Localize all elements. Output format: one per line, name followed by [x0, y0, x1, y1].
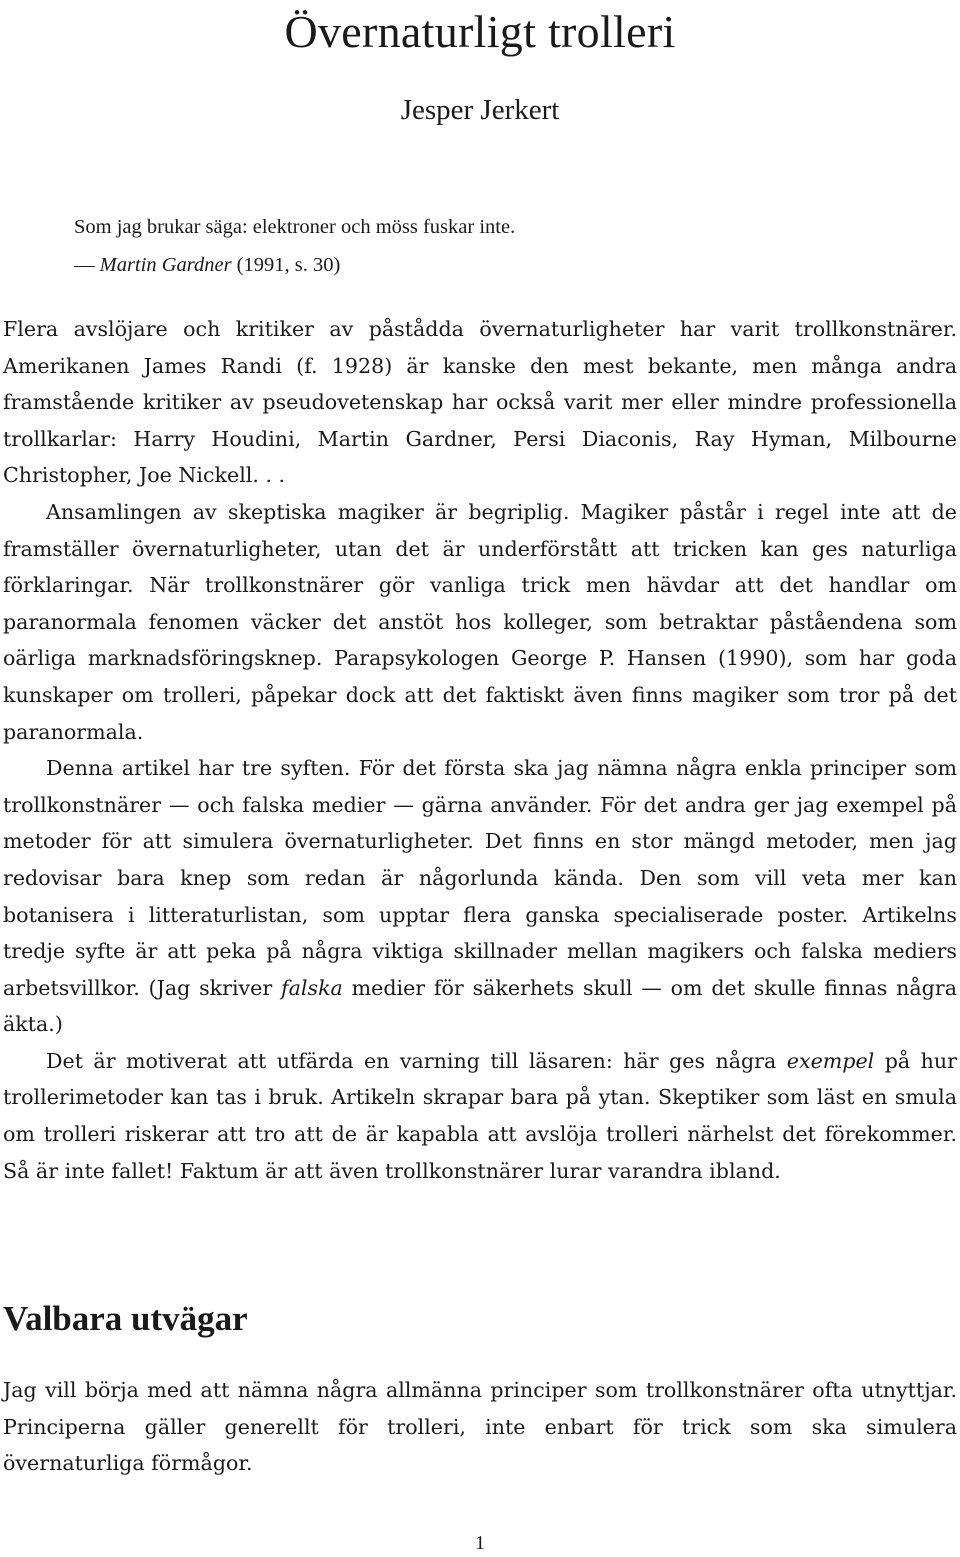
paragraph-4-before: Det är motiverat att utfärda en varning till läsaren: här ges några — [46, 1048, 787, 1073]
paragraph-4 — [3, 1043, 957, 1189]
paragraph-4-emphasis: exempel — [786, 1048, 875, 1073]
paragraph-2: Ansamlingen av skeptiska magiker är begriplig. Magiker påstår i regel inte att de framställer övernaturligheter, utan det är underförstått att tricken kan ges naturliga förklaringar. När trollkonstnärer gör vanliga trick men hävdar att det handlar om paranormala fenomen väcker det anstöt hos kolleger, som betraktar påståendena som oärliga marknadsföringsknep. Parapsykologen George P. Hansen (1990), som har goda kunskaper om trolleri, påpekar dock att det faktiskt även finns magiker som tror på det paranormala. — [3, 499, 957, 744]
paragraph-3-main: Denna artikel har tre syften. För det första ska jag nämna några enkla principer som trollkonstnärer — och falska medier — gärna använder. För det andra ger jag exempel på metoder för att simulera övernaturligheter. Det finns en stor mängd metoder, men jag redovisar bara knep som redan är någorlunda kända. Den som vill veta mer kan botanisera i litteraturlistan, som upptar flera ganska specialiserade poster. Artikelns tredje syfte är att peka på några viktiga skillnader mellan magikers och falska mediers arbetsvillkor. — [3, 756, 957, 1000]
author-name: Jesper Jerkert — [400, 94, 560, 126]
paragraph-1: Flera avslöjare och kritiker av påstådda övernaturligheter har varit trollkonstnärer. Amerikanen James Randi (f. 1928) är kanske den mest bekante, men många andra framstående kritiker av pseudovetenskap har också varit mer eller mindre professionella trollkarlar: Harry Houdini, Martin Gardner, Persi Diaconis, Ray Hyman, Milbourne Christopher, Joe Nickell. . . — [3, 317, 957, 488]
epigraph-dash: — — [74, 254, 100, 276]
document-title: Övernaturligt trolleri — [284, 6, 676, 57]
section-heading: Valbara utvägar — [3, 1299, 248, 1338]
paragraph-3-tail-before: (Jag skriver — [139, 975, 282, 1000]
epigraph-quote: Som jag brukar säga: elektroner och möss fuskar inte. — [74, 216, 516, 238]
section-paragraph: Jag vill börja med att nämna några allmänna principer som trollkonstnärer ofta utnyttjar. Principerna gäller generellt för trolleri, inte enbart för trick som ska simulera övernaturliga förmågor. — [3, 1378, 957, 1476]
page-number: 1 — [475, 1532, 485, 1554]
epigraph-author: Martin Gardner — [99, 254, 232, 276]
paragraph-4-after: på hur trollerimetoder kan tas i bruk. Artikeln skrapar bara på ytan. Skeptiker som läst en smula om trolleri riskerar att tro att de är kapabla att avslöja trolleri närhelst det förekommer. Så är inte fallet! Faktum är att även trollkonstnärer lurar varandra ibland. — [3, 1048, 957, 1183]
section-body — [3, 1372, 957, 1482]
epigraph-citation: (1991, s. 30) — [231, 254, 341, 276]
epigraph — [74, 208, 515, 284]
paragraph-3-emphasis: falska — [281, 975, 343, 1000]
epigraph-attribution-line — [74, 246, 515, 284]
paragraph-3-tail-after: medier för säkerhets skull — om det skulle finnas några äkta.) — [3, 975, 957, 1037]
paragraph-3 — [3, 750, 957, 1043]
article-body — [3, 311, 957, 1189]
